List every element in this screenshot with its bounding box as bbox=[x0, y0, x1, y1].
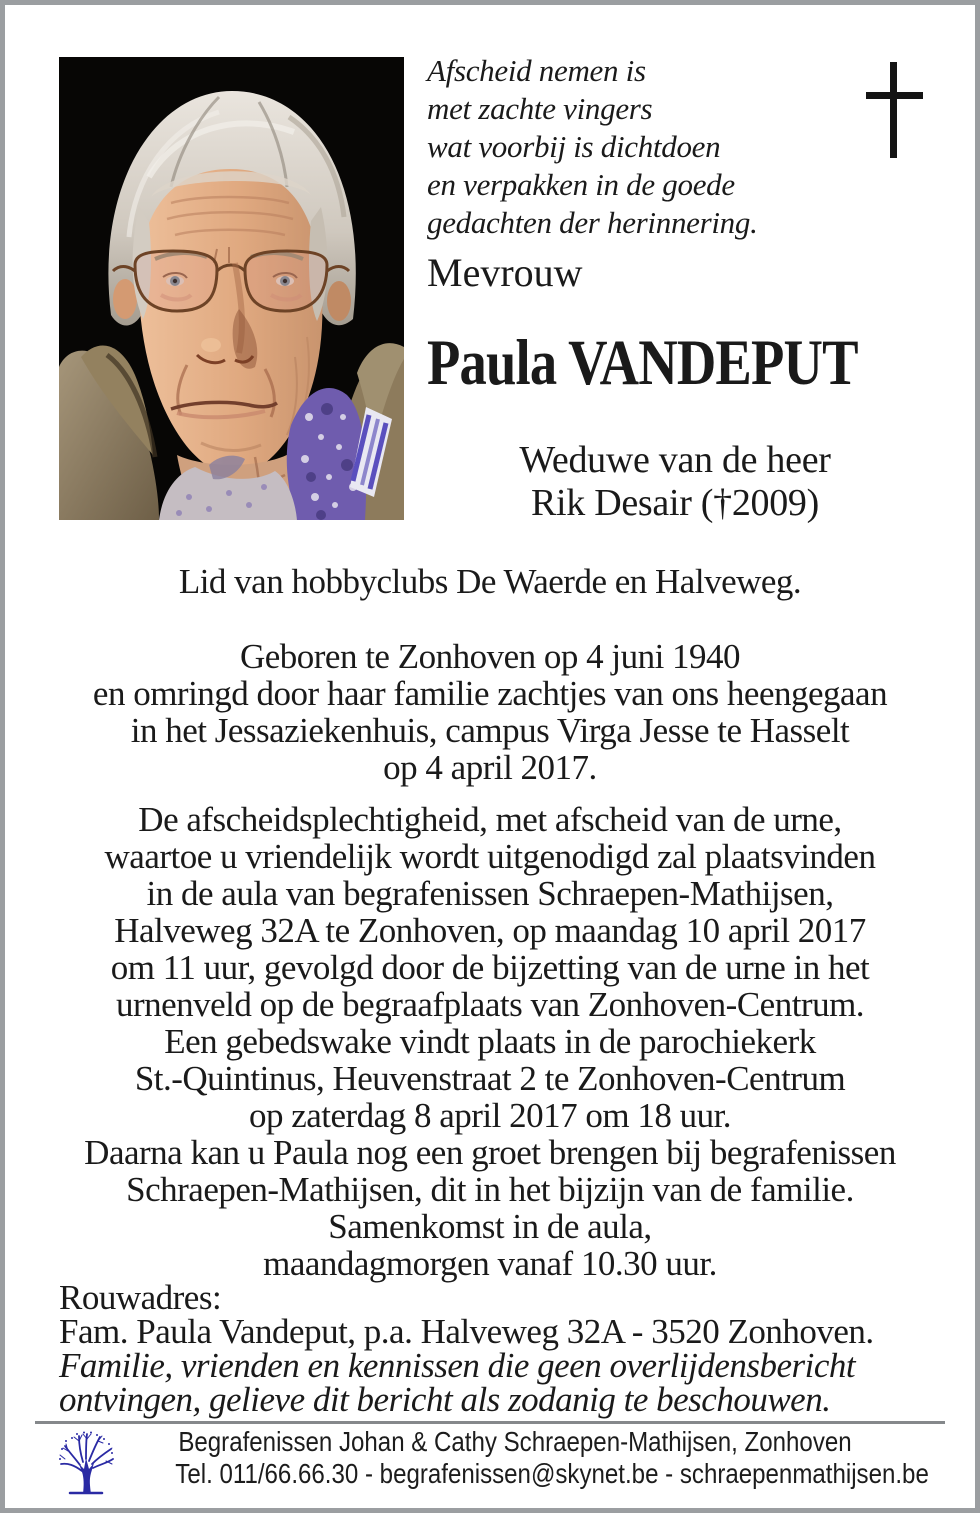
poem-line: en verpakken in de goede bbox=[427, 167, 735, 202]
poem bbox=[427, 52, 758, 242]
birth-line: in het Jessaziekenhuis, campus Virga Jesse te Hasselt bbox=[130, 711, 850, 750]
service-line: St.-Quintinus, Heuvenstraat 2 te Zonhoven-Centrum bbox=[134, 1059, 846, 1098]
footer-line-company: Begrafenissen Johan & Cathy Schraepen-Mathijsen, Zonhoven bbox=[178, 1426, 852, 1457]
service-line: Daarna kan u Paula nog een groet brengen bij begrafenissen bbox=[84, 1133, 896, 1172]
service-paragraph bbox=[5, 801, 975, 1282]
service-line: om 11 uur, gevolgd door de bijzetting van de urne in het bbox=[110, 948, 870, 987]
widow-line: Rik Desair (†2009) bbox=[531, 482, 819, 524]
separator-divider bbox=[35, 1421, 945, 1424]
memorial-card bbox=[5, 5, 975, 1508]
salutation: Mevrouw bbox=[427, 250, 583, 295]
birth-paragraph bbox=[5, 638, 975, 786]
tree-logo-icon bbox=[58, 1431, 114, 1495]
mourning-address: Fam. Paula Vandeput, p.a. Halveweg 32A - 3520 Zonhoven. bbox=[59, 1312, 874, 1351]
service-line: op zaterdag 8 april 2017 om 18 uur. bbox=[248, 1096, 732, 1135]
service-line: maandagmorgen vanaf 10.30 uur. bbox=[263, 1244, 717, 1283]
service-line: waartoe u vriendelijk wordt uitgenodigd zal plaatsvinden bbox=[104, 837, 876, 876]
poem-line: gedachten der herinnering. bbox=[427, 205, 758, 240]
birth-line: op 4 april 2017. bbox=[383, 748, 597, 787]
mourning-address-block bbox=[59, 1278, 874, 1419]
portrait-photo bbox=[59, 57, 404, 520]
service-line: Samenkomst in de aula, bbox=[328, 1207, 652, 1246]
footer-text bbox=[120, 1426, 929, 1490]
service-line: in de aula van begrafenissen Schraepen-Mathijsen, bbox=[146, 874, 834, 913]
cross-horizontal-bar bbox=[866, 92, 923, 99]
poem-line: Afscheid nemen is bbox=[427, 53, 646, 88]
notice-line: ontvingen, gelieve dit bericht als zodanig te beschouwen. bbox=[59, 1380, 831, 1419]
poem-line: met zachte vingers bbox=[427, 91, 653, 126]
notice-line: Familie, vrienden en kennissen die geen overlijdensbericht bbox=[59, 1346, 856, 1385]
deceased-name: Paula VANDEPUT bbox=[427, 327, 858, 399]
portrait-illustration bbox=[59, 57, 404, 520]
service-line: Halveweg 32A te Zonhoven, op maandag 10 april 2017 bbox=[114, 911, 866, 950]
poem-line: wat voorbij is dichtdoen bbox=[427, 129, 721, 164]
service-line: Schraepen-Mathijsen, dit in het bijzijn van de familie. bbox=[126, 1170, 854, 1209]
service-line: urnenveld op de begraafplaats van Zonhoven-Centrum. bbox=[115, 985, 865, 1024]
service-line: Een gebedswake vindt plaats in de parochiekerk bbox=[164, 1022, 816, 1061]
announcement-body bbox=[5, 563, 975, 1282]
mourning-address-label: Rouwadres: bbox=[59, 1278, 222, 1317]
cross-vertical-bar bbox=[890, 62, 897, 158]
birth-line: en omringd door haar familie zachtjes van ons heengegaan bbox=[92, 674, 888, 713]
widow-line: Weduwe van de heer bbox=[519, 439, 831, 481]
birth-line: Geboren te Zonhoven op 4 juni 1940 bbox=[239, 637, 741, 676]
widow-note bbox=[427, 439, 923, 525]
footer-line-contact: Tel. 011/66.66.30 - begrafenissen@skynet.be - schraepenmathijsen.be bbox=[175, 1458, 929, 1489]
service-line: De afscheidsplechtigheid, met afscheid van de urne, bbox=[138, 800, 842, 839]
membership-note: Lid van hobbyclubs De Waerde en Halveweg. bbox=[178, 562, 802, 601]
